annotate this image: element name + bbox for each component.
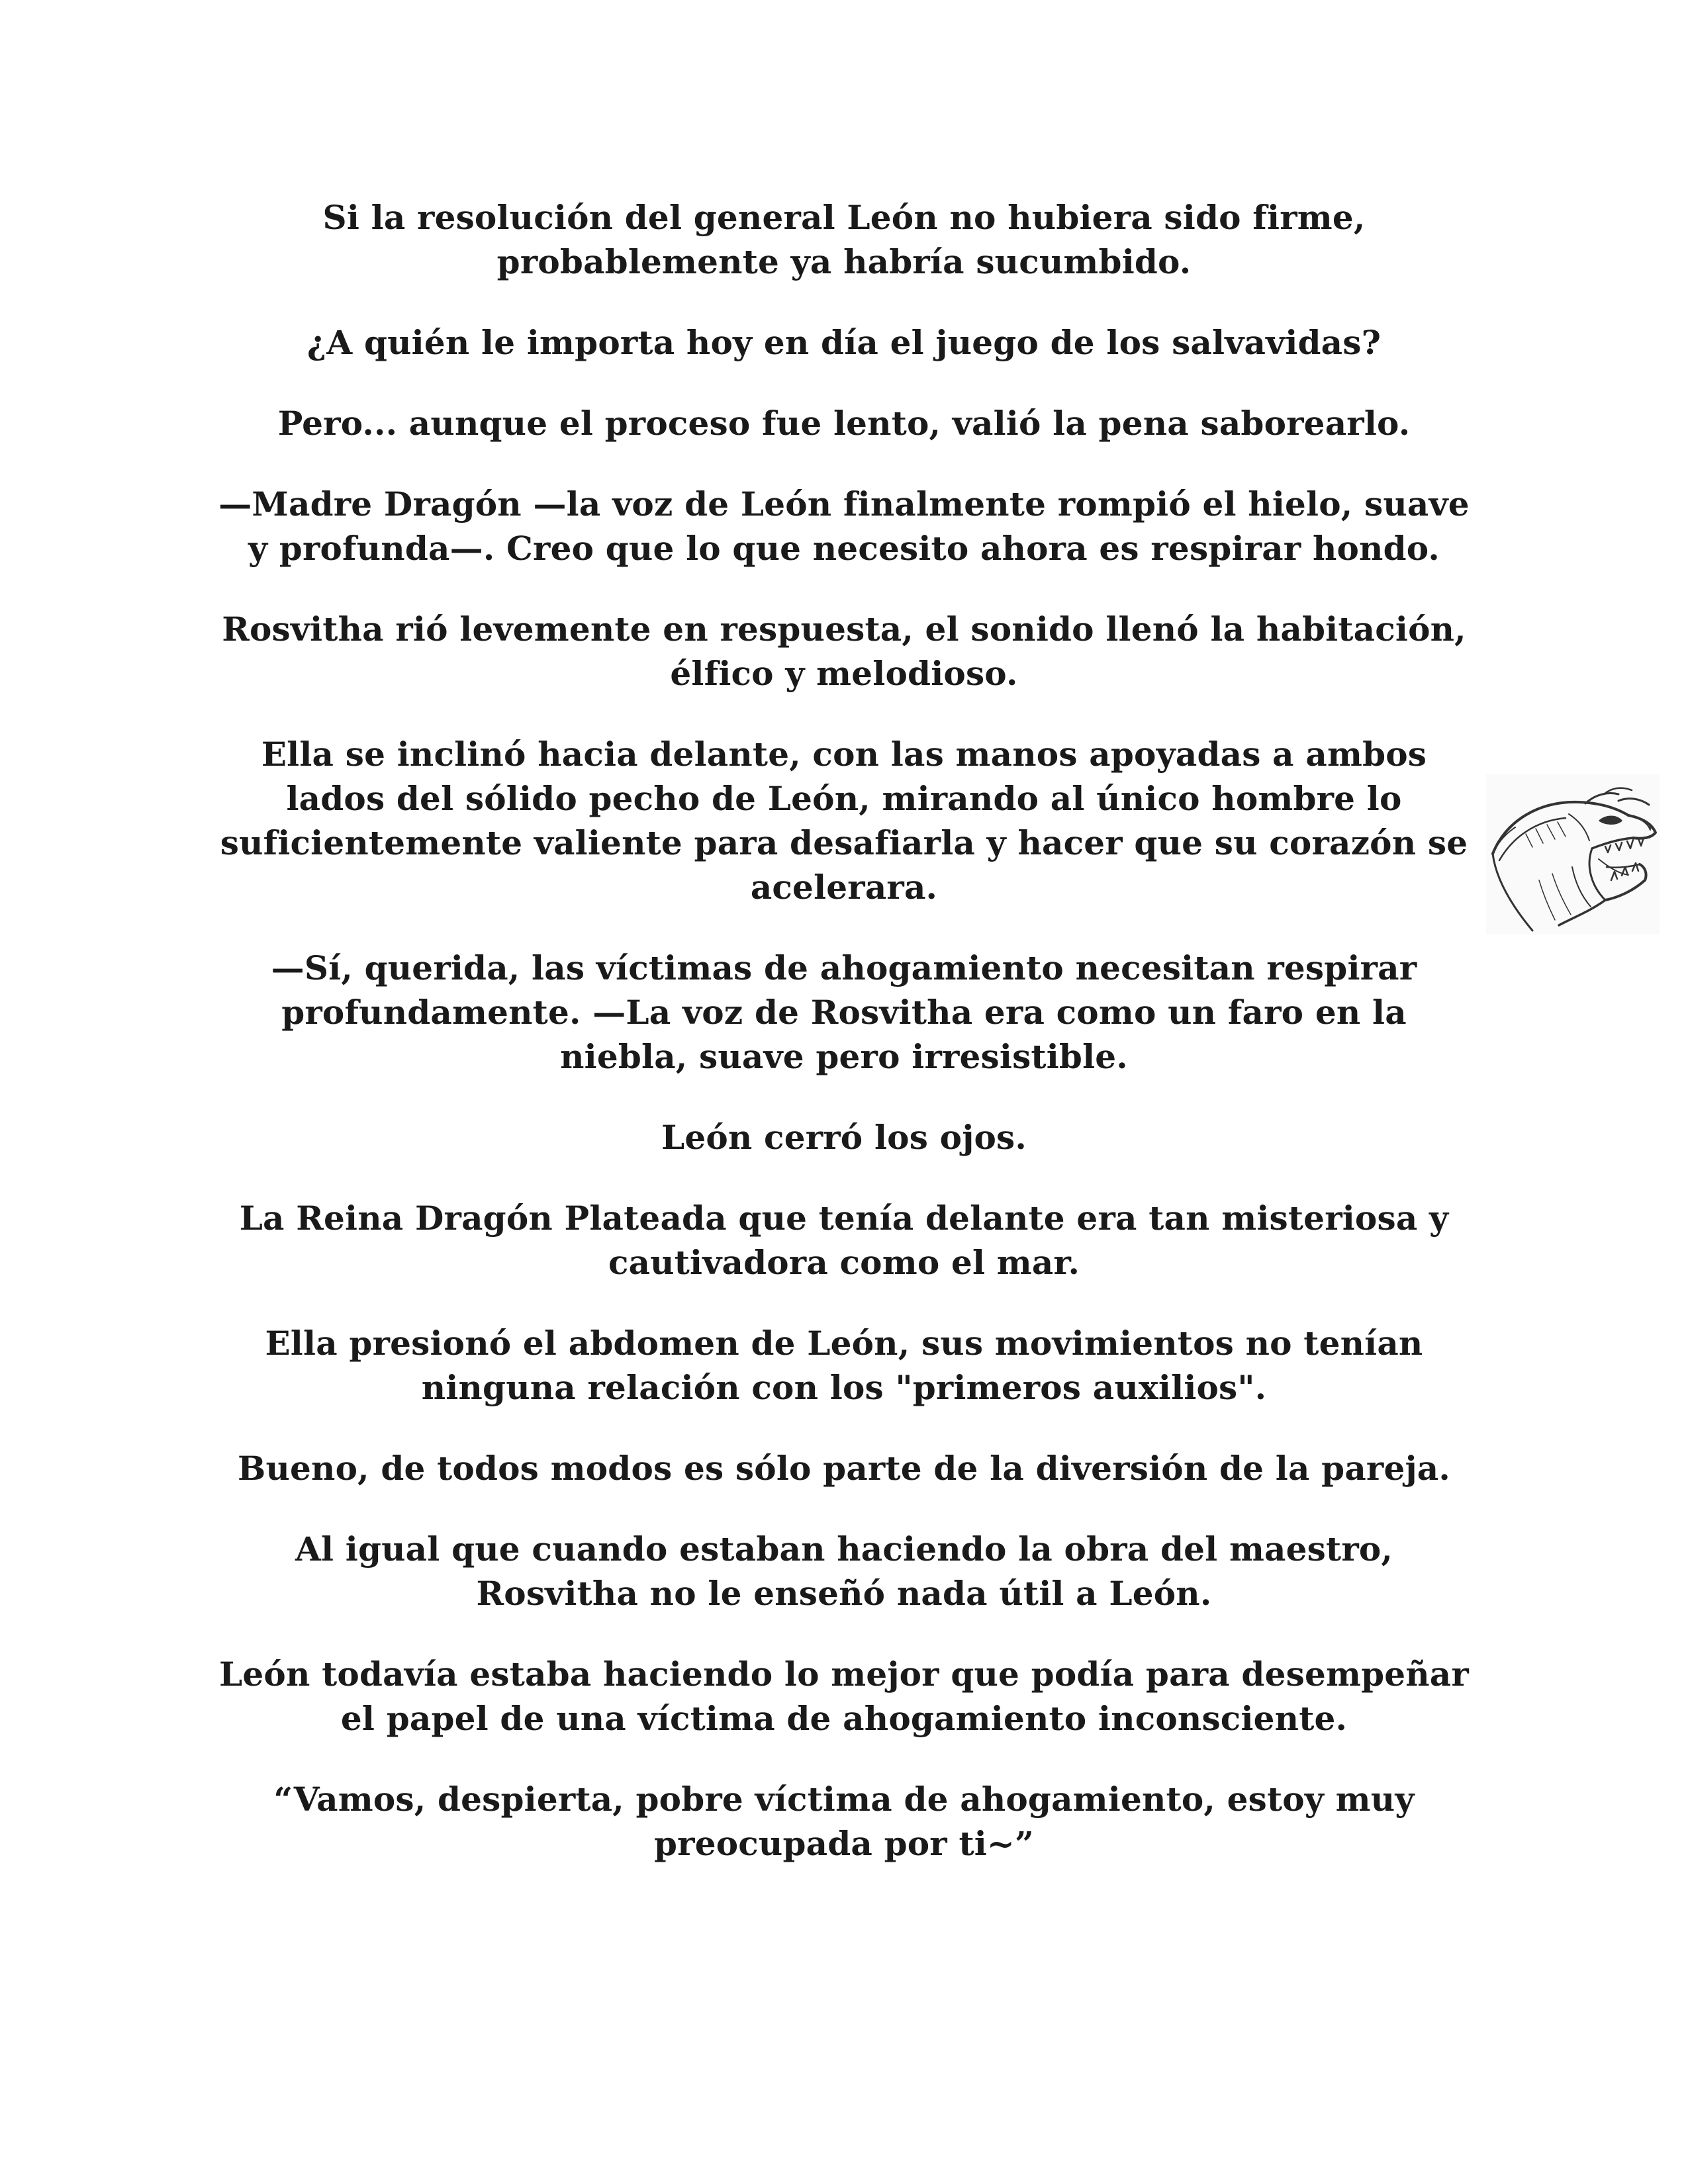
paragraph: ¿A quién le importa hoy en día el juego de los salvavidas? <box>306 323 1382 362</box>
paragraph: “Vamos, despierta, pobre víctima de ahogamiento, estoy muy preocupada por ti~” <box>273 1780 1415 1863</box>
paragraph: Ella presionó el abdomen de León, sus movimientos no tenían ninguna relación con los "primeros auxilios". <box>265 1324 1423 1407</box>
dragon-head-sketch-icon <box>1486 774 1660 934</box>
paragraph: Ella se inclinó hacia delante, con las manos apoyadas a ambos lados del sólido pecho de León, mirando al único hombre lo suficientemente valiente para desafiarla y hacer que su corazón se acelerara. <box>220 735 1468 907</box>
paragraph: —Sí, querida, las víctimas de ahogamiento necesitan respirar profundamente. —La voz de Rosvitha era como un faro en la niebla, suave pero irresistible. <box>271 948 1417 1076</box>
paragraph: Al igual que cuando estaban haciendo la obra del maestro, Rosvitha no le enseñó nada útil a León. <box>295 1529 1393 1613</box>
paragraph: León cerró los ojos. <box>661 1118 1027 1157</box>
paragraph: Rosvitha rió levemente en respuesta, el sonido llenó la habitación, élfico y melodioso. <box>222 610 1466 693</box>
paragraph: Bueno, de todos modos es sólo parte de la diversión de la pareja. <box>238 1449 1450 1488</box>
paragraph: La Reina Dragón Plateada que tenía delante era tan misteriosa y cautivadora como el mar. <box>239 1199 1449 1282</box>
paragraph: Si la resolución del general León no hubiera sido firme, probablemente ya habría sucumbido. <box>322 198 1366 281</box>
paragraph: Pero... aunque el proceso fue lento, valió la pena saborearlo. <box>277 404 1411 443</box>
story-text <box>218 195 1470 1902</box>
paragraph: León todavía estaba haciendo lo mejor que podía para desempeñar el papel de una víctima de ahogamiento inconsciente. <box>219 1655 1469 1738</box>
paragraph: —Madre Dragón —la voz de León finalmente rompió el hielo, suave y profunda—. Creo que lo que necesito ahora es respirar hondo. <box>218 484 1470 568</box>
